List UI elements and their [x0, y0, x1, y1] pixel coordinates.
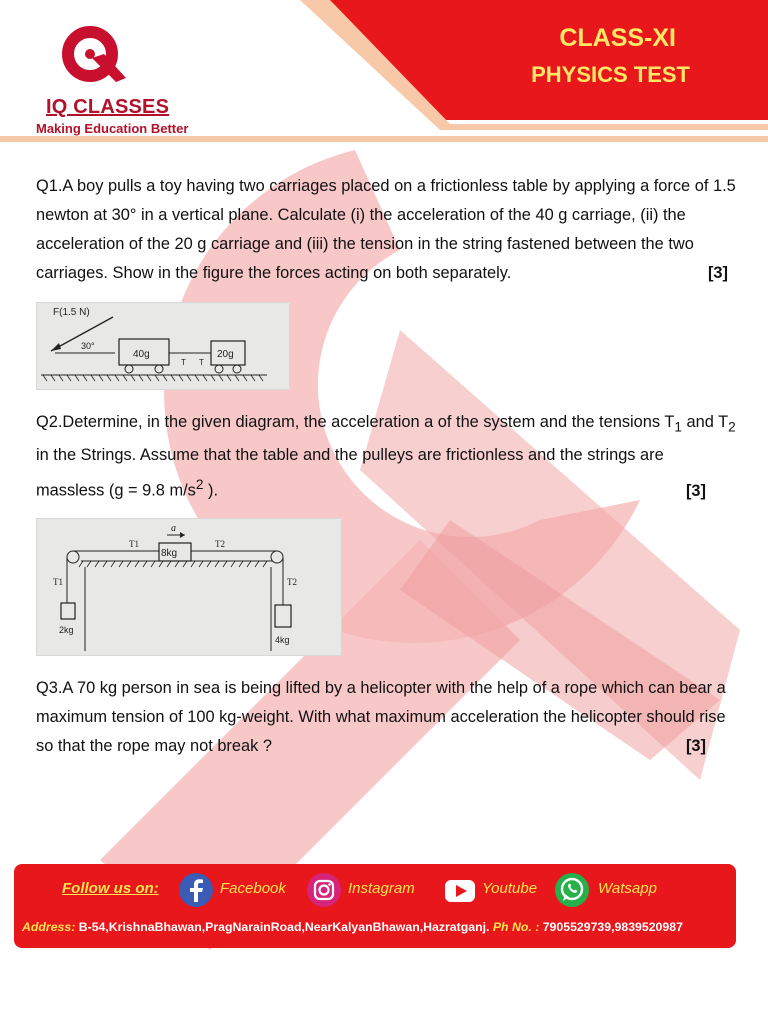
t2-side-label: T2	[287, 576, 297, 587]
force-label: F(1.5 N)	[53, 307, 90, 318]
tension-left-label: T	[181, 358, 186, 367]
question-3	[36, 674, 736, 761]
instagram-icon	[306, 872, 342, 908]
question-2-text-d: ).	[203, 481, 219, 500]
youtube-icon	[442, 872, 478, 908]
t2-top-label: T2	[215, 538, 225, 549]
question-2-marks: [3]	[685, 481, 706, 500]
question-2-sub2: 2	[728, 419, 736, 435]
address-value: B-54,KrishnaBhawan,PragNarainRoad,NearKalyanBhawan,Hazratganj.	[75, 920, 493, 934]
mass-40g-label: 40g	[133, 349, 150, 360]
t1-top-label: T1	[129, 538, 139, 549]
accel-label: a	[171, 522, 176, 534]
phone-key: Ph No. :	[492, 920, 540, 934]
left-mass-label: 2kg	[59, 624, 74, 635]
mass-20g-label: 20g	[217, 349, 234, 360]
class-title: CLASS-XI	[559, 24, 676, 52]
footer-bar	[14, 864, 736, 948]
question-1	[36, 172, 736, 288]
question-2	[36, 408, 736, 506]
question-1-marks: [3]	[707, 264, 728, 282]
brand-tagline: Making Education Better	[36, 121, 189, 136]
address-line	[22, 920, 683, 934]
question-2-text-b: and T	[681, 413, 729, 431]
question-2-sub1: 1	[674, 419, 682, 435]
figure-pulleys-drawing	[37, 519, 341, 655]
address-key: Address:	[22, 920, 76, 934]
facebook-icon	[178, 872, 214, 908]
t1-side-label: T1	[53, 576, 63, 587]
youtube-label: Youtube	[482, 880, 538, 897]
angle-label: 30°	[81, 341, 95, 351]
question-3-marks: [3]	[685, 736, 706, 755]
whatsapp-icon	[554, 872, 590, 908]
brand-block	[36, 96, 188, 136]
question-2-sup: 2	[195, 477, 204, 493]
right-mass-label: 4kg	[275, 634, 290, 645]
question-list	[36, 172, 736, 761]
question-2-text-a: Q2.Determine, in the given diagram, the acceleration a of the system and the tensions T	[36, 413, 675, 431]
figure-carriages	[36, 302, 290, 390]
brand-name: IQ CLASSES	[46, 96, 170, 118]
instagram-label: Instagram	[348, 880, 415, 897]
whatsapp-label: Watsapp	[598, 880, 657, 897]
question-1-text: Q1.A boy pulls a toy having two carriages placed on a frictionless table by applying a force of 1.5 newton at 30° in a vertical plane. Calculate (i) the acceleration of the 40 g carriage, (ii) the acceleration of the 20 g carriage and (iii) the tension in the string fastened between the two carriages. Show in the figure the forces acting on both separately.	[36, 177, 736, 282]
phone-value: 7905529739,9839520987	[539, 920, 683, 934]
question-2-text-c: in the Strings. Assume that the table and the pulleys are frictionless and the strings are massless (g = 9.8 m/s	[36, 446, 664, 500]
table-mass-label: 8kg	[161, 547, 178, 559]
test-title: PHYSICS TEST	[531, 62, 690, 87]
question-3-text: Q3.A 70 kg person in sea is being lifted by a helicopter with the help of a rope which can bear a maximum tension of 100 kg-weight. With what maximum acceleration the helicopter should rise so that the rope may not break ?	[36, 678, 726, 755]
iq-logo-icon	[58, 22, 130, 90]
facebook-label: Facebook	[220, 880, 286, 897]
figure-carriages-drawing	[37, 303, 289, 389]
figure-pulleys	[36, 518, 342, 656]
follow-label: Follow us on:	[62, 880, 159, 897]
tension-right-label: T	[199, 358, 204, 367]
